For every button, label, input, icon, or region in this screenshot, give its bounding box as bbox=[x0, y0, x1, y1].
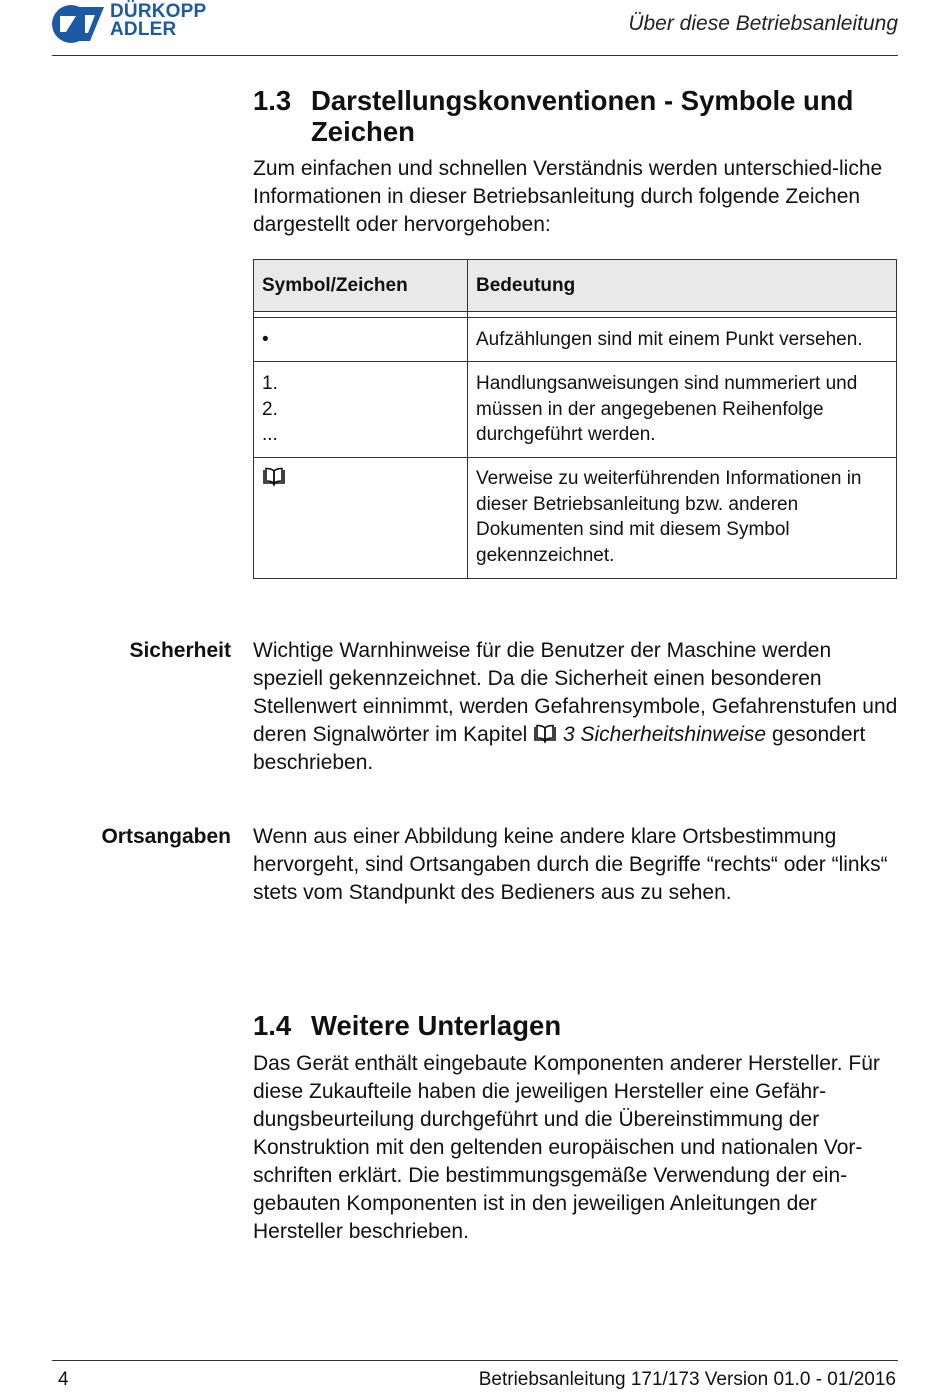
symbol-cell bbox=[254, 362, 468, 458]
page-header-title: Über diese Betriebsanleitung bbox=[628, 12, 898, 35]
symbol-cell bbox=[254, 458, 468, 579]
header-divider bbox=[52, 55, 898, 56]
book-icon bbox=[533, 724, 557, 744]
duerkopp-adler-logo-icon bbox=[52, 3, 104, 45]
sicherheit-label: Sicherheit bbox=[129, 639, 231, 662]
document-version: Betriebsanleitung 171/173 Version 01.0 - 01/2016 bbox=[478, 1369, 896, 1390]
logo-line-1: DÜRKOPP bbox=[110, 1, 207, 22]
page-number: 4 bbox=[58, 1369, 69, 1390]
symbol-line: 1. bbox=[262, 373, 278, 394]
section-number: 1.4 bbox=[253, 1010, 292, 1041]
sicherheit-text-after: gesondert beschrieben. bbox=[253, 723, 866, 774]
meaning-cell: Aufzählungen sind mit einem Punkt versehen. bbox=[468, 318, 897, 362]
symbol-line: 2. bbox=[262, 398, 278, 420]
section-title: Darstellungskonventionen - Symbole und Zeichen bbox=[311, 85, 854, 147]
meaning-cell: Verweise zu weiterführenden Informationen in dieser Betriebsanleitung bzw. anderen Dokumenten sind mit diesem Symbol gekennzeichnet. bbox=[468, 458, 897, 579]
footer-divider bbox=[52, 1360, 898, 1361]
logo-text bbox=[110, 3, 206, 39]
section-1-3-intro: Zum einfachen und schnellen Verständnis werden unterschied-liche Informationen in dieser Betriebsanleitung durch folgende Zeichen dargestellt oder hervorgehoben: bbox=[253, 157, 883, 236]
meaning-cell: Handlungsanweisungen sind nummeriert und müssen in der angegebenen Reihenfolge durchgeführt werden. bbox=[468, 362, 897, 458]
table-row bbox=[254, 318, 897, 362]
sicherheit-text bbox=[253, 637, 898, 777]
ortsangaben-label: Ortsangaben bbox=[101, 825, 231, 848]
symbol-cell: • bbox=[254, 318, 468, 362]
table-header-meaning: Bedeutung bbox=[468, 260, 897, 312]
logo-line-2: ADLER bbox=[110, 19, 177, 40]
ortsangaben-text: Wenn aus einer Abbildung keine andere klare Ortsbestimmung hervorgeht, sind Ortsangaben durch die Begriffe “rechts“ oder “links“ stets vom Standpunkt des Bedieners aus zu sehen. bbox=[253, 825, 888, 904]
brand-logo bbox=[52, 3, 227, 47]
section-1-3-heading bbox=[253, 85, 893, 147]
chapter-reference-link[interactable]: 3 Sicherheitshinweise bbox=[563, 723, 767, 746]
table-row bbox=[254, 362, 897, 458]
table-header-symbol: Symbol/Zeichen bbox=[254, 260, 468, 312]
symbol-table bbox=[253, 259, 897, 579]
table-row bbox=[254, 458, 897, 579]
section-number: 1.3 bbox=[253, 85, 292, 116]
section-title: Weitere Unterlagen bbox=[311, 1010, 562, 1041]
book-icon bbox=[262, 467, 286, 487]
table-header-row bbox=[254, 260, 897, 312]
section-1-4-text: Das Gerät enthält eingebaute Komponenten anderer Hersteller. Für diese Zukaufteile haben die jeweiligen Hersteller eine Gefähr-dungsbeurteilung durchgeführt und die Übereinstimmung der Konstruktion mit den geltenden europäischen und nationalen Vor-schriften erklärt. Die bestimmungsgemäße Verwendung der ein-gebauten Komponenten ist in den jeweiligen Anleitungen der Hersteller beschrieben. bbox=[253, 1052, 880, 1243]
sicherheit-text-before: Wichtige Warnhinweise für die Benutzer der Maschine werden speziell gekennzeichnet. Da die Sicherheit einen besonderen Stellenwert einnimmt, werden Gefahrensymbole, Gefahrenstufen und deren Signalwörter im Kapitel bbox=[253, 639, 898, 746]
section-1-4-heading bbox=[253, 1010, 893, 1041]
symbol-line: ... bbox=[262, 424, 278, 445]
